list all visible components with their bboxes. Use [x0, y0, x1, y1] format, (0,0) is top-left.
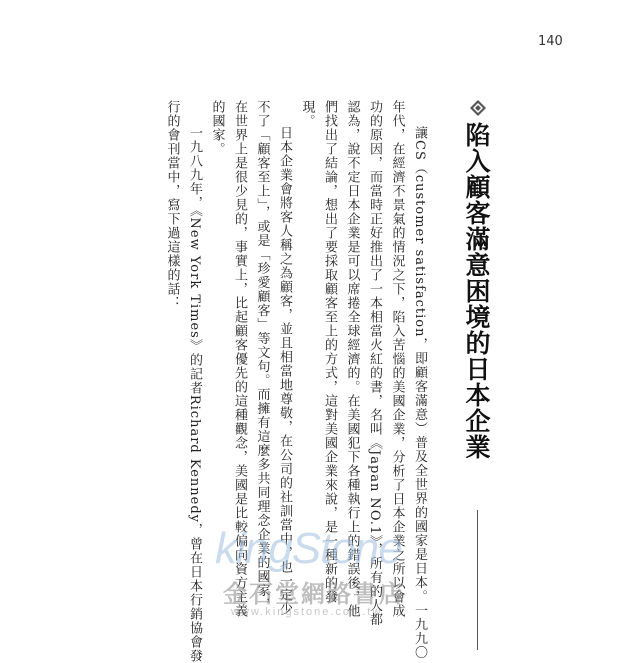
heading-rule [477, 510, 478, 650]
watermark-brand-en: kingStone [215, 524, 402, 573]
paragraph-line: 現。 [299, 100, 315, 128]
paragraph-line: 認為，說不定日本企業是可以席捲全球經濟的。在美國犯下各種執行上的錯誤後，他 [344, 100, 360, 618]
watermark-url: www.kingstone.com.tw [231, 606, 383, 618]
paragraph-line: 功的原因，而當時正好推出了一本相當火紅的書，名叫《Japan NO.1》，所有的人都 [367, 100, 382, 627]
paragraph-line: 們找出了結論，想出了要採取顧客至上的方式，這對美國企業來說，是一種新的發 [322, 100, 337, 604]
paragraph-line: 讓CS（customer satisfaction，即顧客滿意）普及全世界的國家是日本。一九九〇 [412, 126, 427, 660]
paragraph-line: 日本企業會將客人稱之為顧客，並且相當地尊敬，在公司的社訓當中，也一定少 [277, 126, 292, 616]
section-title: 陷入顧客滿意困境的日本企業 [462, 122, 491, 460]
page-number: 140 [538, 34, 563, 49]
watermark-brand-zh: 金石堂網路書店 [223, 579, 405, 608]
paragraph-line: 年代，在經濟不景氣的情況之下，陷入苦惱的美國企業，分析了日本企業之所以會成 [389, 100, 405, 618]
section-heading [458, 100, 498, 540]
paragraph-line: 在世界上是很少見的，事實上，比起顧客優先的這種觀念，美國是比較偏向資方主義 [232, 100, 247, 618]
paragraph-line: 行的會刊當中，寫下過這樣的話： [164, 100, 180, 310]
paragraph-line: 的國家。 [209, 100, 225, 156]
paragraph-line: 一九八九年，《New York Times》的記者Richard Kennedy，曾在日本行銷協會發 [187, 126, 202, 663]
diamond-icon [470, 100, 486, 116]
paragraph-line: 不了「顧客至上」，或是「珍愛顧客」等文句。而擁有這麼多共同理念企業的國家， [254, 100, 270, 612]
